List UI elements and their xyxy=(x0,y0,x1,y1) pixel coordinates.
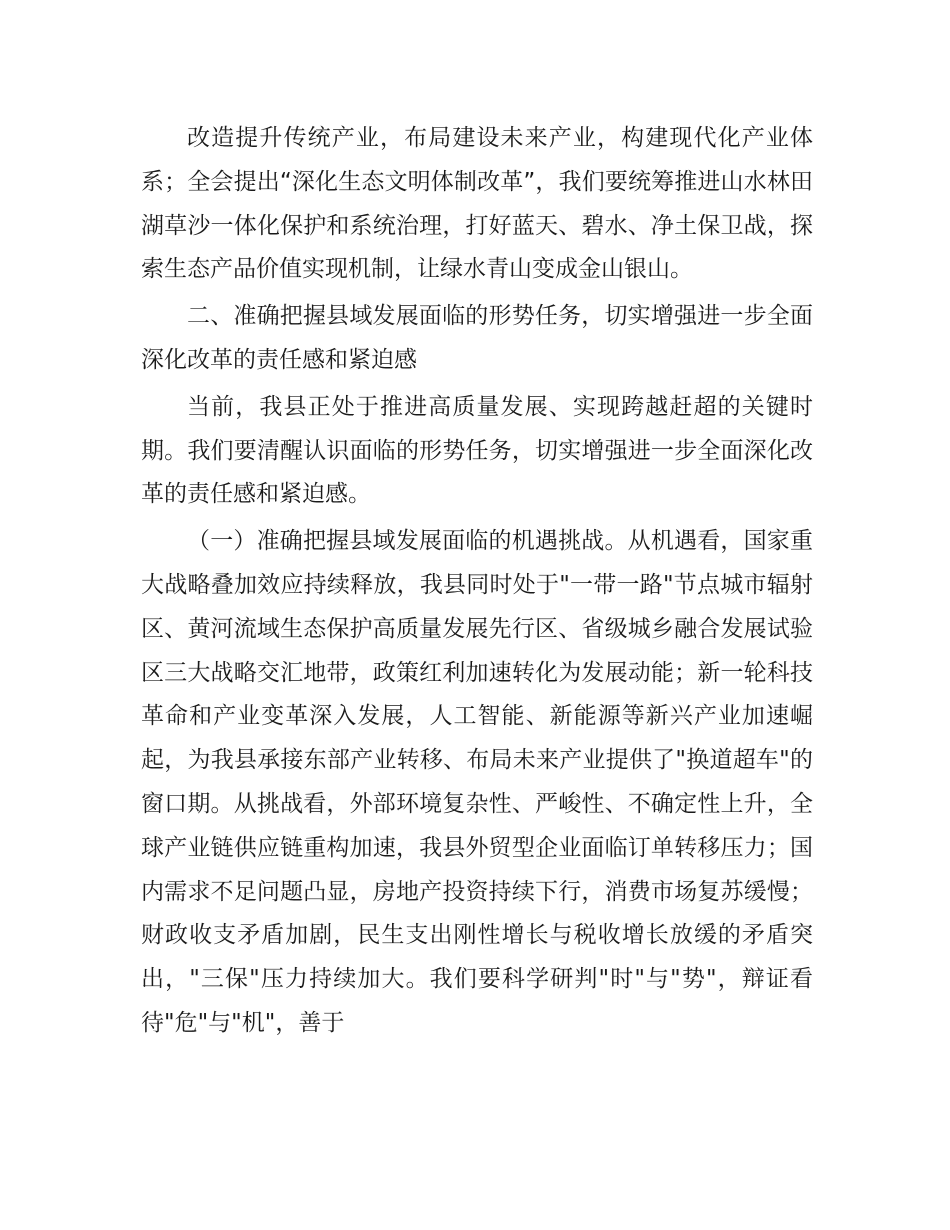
paragraph-current-period: 当前，我县正处于推进高质量发展、实现跨越赶超的关键时期。我们要清醒认识面临的形势任务，切实增强进一步全面深化改革的责任感和紧迫感。 xyxy=(141,393,813,508)
document-body xyxy=(141,117,813,1046)
paragraph-opportunities-challenges: （一）准确把握县域发展面临的机遇挑战。从机遇看，国家重大战略叠加效应持续释放，我县同时处于"一带一路"节点城市辐射区、黄河流域生态保护高质量发展先行区、省级城乡融合发展试验区三大战略交汇地带，政策红利加速转化为发展动能；新一轮科技革命和产业变革深入发展，人工智能、新能源等新兴产业加速崛起，为我县承接东部产业转移、布局未来产业提供了"换道超车"的窗口期。从挑战看，外部环境复杂性、严峻性、不确定性上升，全球产业链供应链重构加速，我县外贸型企业面临订单转移压力；国内需求不足问题凸显，房地产投资持续下行，消费市场复苏缓慢；财政收支矛盾加剧，民生支出刚性增长与税收增长放缓的矛盾突出，"三保"压力持续加大。我们要科学研判"时"与"势"，辩证看待"危"与"机"，善于 xyxy=(141,528,813,1036)
paragraph-industry-ecology: 改造提升传统产业，布局建设未来产业，构建现代化产业体系；全会提出“深化生态文明体制改革”，我们要统筹推进山水林田湖草沙一体化保护和系统治理，打好蓝天、碧水、净土保卫战，探索生态产品价值实现机制，让绿水青山变成金山银山。 xyxy=(141,125,813,283)
section-heading-two: 二、准确把握县域发展面临的形势任务，切实增强进一步全面深化改革的责任感和紧迫感 xyxy=(141,303,813,373)
